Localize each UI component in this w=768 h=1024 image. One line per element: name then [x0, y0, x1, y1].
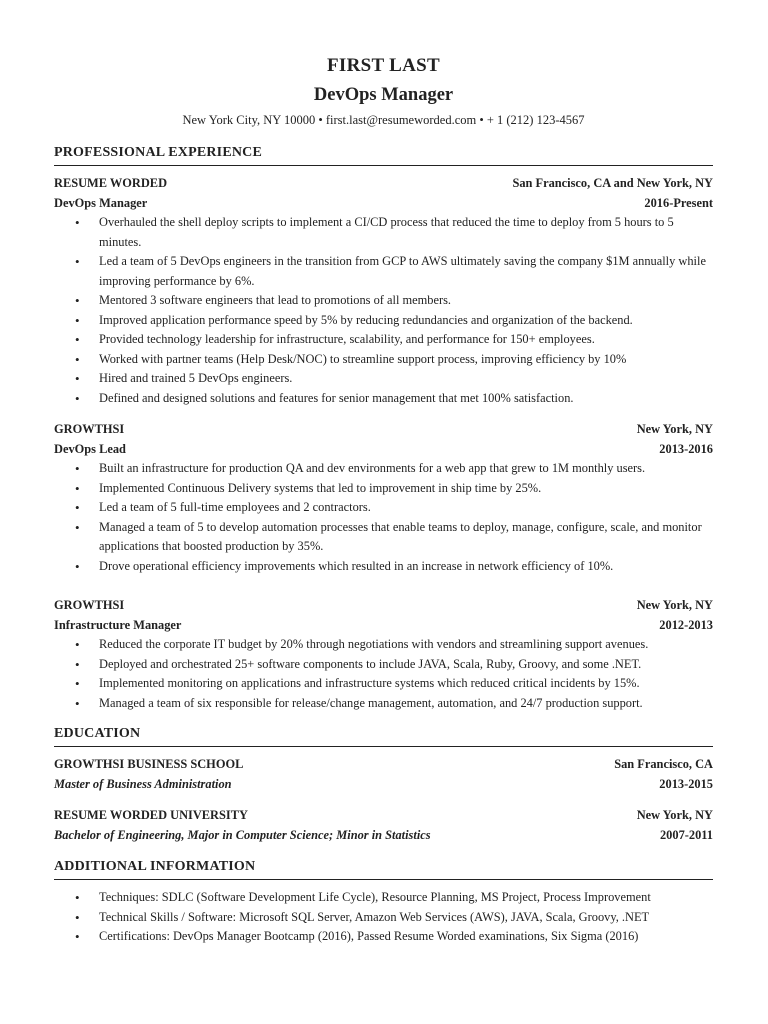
job-company: GROWTHSI: [54, 422, 125, 436]
bullet-item: • Technical Skills / Software: Microsoft SQL Server, Amazon Web Services (AWS), JAVA, Scala, Groovy, .NET: [54, 908, 713, 928]
job-entry: [54, 596, 713, 713]
degree-name: Bachelor of Engineering, Major in Computer Science; Minor in Statistics: [54, 827, 431, 842]
job-role: DevOps Manager: [54, 195, 148, 210]
candidate-name: FIRST LAST: [326, 55, 440, 76]
bullet-item: • Mentored 3 software engineers that lead to promotions of all members.: [54, 291, 713, 311]
bullet-item: • Defined and designed solutions and features for senior management that met 100% satisfaction.: [54, 389, 713, 409]
school-header: [54, 755, 713, 775]
bullet-item: • Led a team of 5 DevOps engineers in the transition from GCP to AWS ultimately saving the company $1M annually while improving performance by 6%.: [54, 252, 713, 291]
school-name: RESUME WORDED UNIVERSITY: [54, 808, 248, 822]
job-dates: 2016-Present: [644, 195, 713, 210]
degree-dates: 2007-2011: [659, 827, 713, 842]
contact-line: New York City, NY 10000 • first.last@resumeworded.com • + 1 (212) 123-4567: [182, 113, 585, 127]
candidate-title: DevOps Manager: [313, 85, 454, 105]
job-header: [54, 596, 713, 616]
job-location: San Francisco, CA and New York, NY: [512, 176, 713, 190]
bullet-item: • Reduced the corporate IT budget by 20% through negotiations with vendors and streamlining support avenues.: [54, 635, 713, 655]
job-company: RESUME WORDED: [54, 176, 168, 190]
job-header: [54, 420, 713, 440]
bullet-item: • Worked with partner teams (Help Desk/NOC) to streamline support process, improving efficiency by 10%: [54, 350, 713, 370]
school-name: GROWTHSI BUSINESS SCHOOL: [54, 757, 244, 771]
job-role: DevOps Lead: [54, 441, 126, 456]
school-location: New York, NY: [636, 808, 713, 822]
job-bullets: [54, 213, 713, 408]
degree-row: [54, 775, 713, 795]
degree-row: [54, 826, 713, 846]
job-subheader: [54, 616, 713, 636]
bullet-item: • Provided technology leadership for infrastructure, scalability, and performance for 150+ employees.: [54, 330, 713, 350]
education-entry: [54, 755, 713, 794]
job-subheader: [54, 440, 713, 460]
bullet-item: • Techniques: SDLC (Software Development Life Cycle), Resource Planning, MS Project, Process Improvement: [54, 888, 713, 908]
bullet-item: • Managed a team of 5 to develop automation processes that enable teams to deploy, manage, configure, scale, and monitor applications that boosted production by 35%.: [54, 518, 713, 557]
education-heading: EDUCATION: [54, 725, 713, 747]
additional-heading: ADDITIONAL INFORMATION: [54, 858, 713, 880]
job-location: New York, NY: [636, 422, 713, 436]
job-location: New York, NY: [636, 598, 713, 612]
bullet-item: • Hired and trained 5 DevOps engineers.: [54, 369, 713, 389]
bullet-item: • Certifications: DevOps Manager Bootcamp (2016), Passed Resume Worded examinations, Six Sigma (2016): [54, 927, 713, 947]
job-dates: 2013-2016: [659, 441, 713, 456]
bullet-item: • Improved application performance speed by 5% by reducing redundancies and organization of the backend.: [54, 311, 713, 331]
bullet-item: • Implemented Continuous Delivery systems that led to improvement in ship time by 25%.: [54, 479, 713, 499]
job-bullets: [54, 635, 713, 713]
bullet-item: • Built an infrastructure for production QA and dev environments for a web app that grew to 1M monthly users.: [54, 459, 713, 479]
additional-bullets: [54, 888, 713, 947]
school-location: San Francisco, CA: [614, 757, 713, 771]
experience-heading: PROFESSIONAL EXPERIENCE: [54, 144, 713, 166]
education-entry: [54, 806, 713, 845]
job-header: [54, 174, 713, 194]
job-entry: [54, 174, 713, 408]
resume-page: [54, 54, 713, 947]
job-entry: [54, 420, 713, 576]
bullet-item: • Overhauled the shell deploy scripts to implement a CI/CD process that reduced the time to deploy from 5 hours to 5 minutes.: [54, 213, 713, 252]
degree-name: Master of Business Administration: [54, 776, 232, 791]
job-role: Infrastructure Manager: [54, 617, 182, 632]
job-dates: 2012-2013: [659, 617, 713, 632]
bullet-item: • Led a team of 5 full-time employees and 2 contractors.: [54, 498, 713, 518]
job-company: GROWTHSI: [54, 598, 125, 612]
bullet-item: • Managed a team of six responsible for release/change management, automation, and 24/7 production support.: [54, 694, 713, 714]
bullet-item: • Implemented monitoring on applications and infrastructure systems which reduced critical incidents by 15%.: [54, 674, 713, 694]
school-header: [54, 806, 713, 826]
job-bullets: [54, 459, 713, 576]
bullet-item: • Deployed and orchestrated 25+ software components to include JAVA, Scala, Ruby, Groovy, and some .NET.: [54, 655, 713, 675]
job-subheader: [54, 194, 713, 214]
bullet-item: • Drove operational efficiency improvements which resulted in an increase in network efficiency of 10%.: [54, 557, 713, 577]
degree-dates: 2013-2015: [659, 776, 713, 791]
